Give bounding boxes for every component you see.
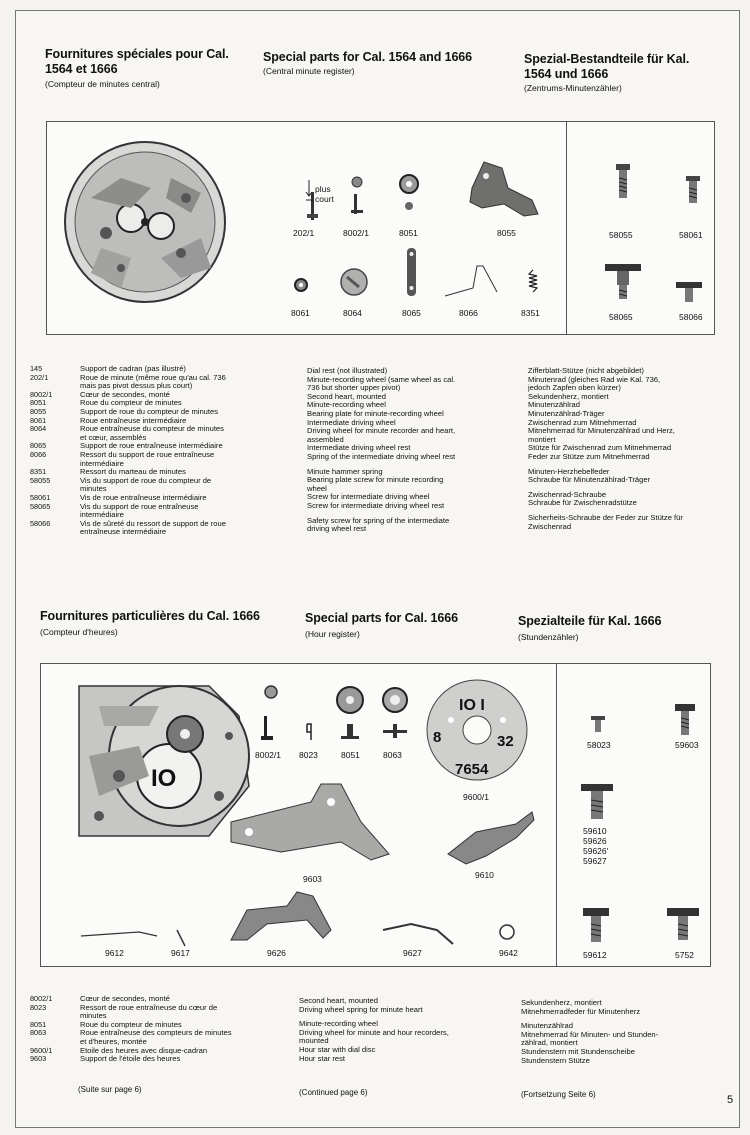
svg-text:IO I: IO I (459, 697, 485, 714)
list-row: 9600/1 Etoile des heures avec disque-cadran (30, 1045, 208, 1055)
list-row: 58065 Vis du support de roue entraîneuse (30, 501, 199, 511)
part-8061-illustration (293, 277, 309, 293)
part-9610-illustration (446, 810, 536, 866)
label-9627: 9627 (403, 948, 422, 958)
part-8066-illustration (443, 260, 499, 300)
page-number: 5 (727, 1094, 734, 1106)
section1-subtitle-de: (Zentrums-Minutenzähler) (524, 83, 622, 93)
list-row: mais pas pivot dessus plus court) (80, 381, 193, 391)
screw-59612-illustration (581, 906, 611, 946)
screw-58023-illustration (589, 714, 607, 734)
list-row: 202/1 Roue de minute (même roue qu'au cal. 736 (30, 372, 226, 382)
part-9627-illustration (381, 920, 457, 946)
continued-note-fr: (Suite sur page 6) (78, 1085, 142, 1094)
svg-text:IO: IO (151, 765, 177, 792)
label-8051: 8051 (399, 228, 418, 238)
label-9612: 9612 (105, 948, 124, 958)
section2-subtitle-de: (Stundenzähler) (518, 632, 579, 642)
list-row: 8065 Support de roue entraîneuse intermédiaire (30, 441, 223, 451)
section1-subtitle-en: (Central minute register) (263, 66, 355, 76)
label-9600-1: 9600/1 (463, 792, 489, 802)
label-8066: 8066 (459, 308, 478, 318)
label-58065: 58065 (609, 312, 633, 322)
list-row: intermédiaire (80, 510, 124, 520)
list-row: 8023 Ressort de roue entraîneuse du cœur de (30, 1002, 218, 1012)
list-row: 58066 Vis de sûreté du ressort de support de roue (30, 518, 226, 528)
list-row: 8051 Roue du compteur de minutes (30, 1019, 182, 1029)
figure-divider (566, 122, 567, 334)
part-8002-1-heart-illustration (263, 684, 279, 700)
part-8065-illustration (404, 246, 420, 300)
label-59626-prime: 59626' (583, 846, 609, 856)
figure-divider-2 (556, 664, 557, 966)
label-58066: 58066 (679, 312, 703, 322)
section2-subtitle-fr: (Compteur d'heures) (40, 627, 118, 637)
part-8051-illustration (397, 174, 421, 214)
label-9617: 9617 (171, 948, 190, 958)
label-58023: 58023 (587, 740, 611, 750)
part-8063-illustration (379, 686, 411, 740)
label-9603: 9603 (303, 874, 322, 884)
label-59627: 59627 (583, 856, 607, 866)
svg-text:7654: 7654 (455, 761, 489, 778)
section2-figure-panel (40, 663, 711, 967)
list-row: 8061 Roue entraîneuse intermédiaire (30, 415, 187, 425)
label-8064: 8064 (343, 308, 362, 318)
part-8351-illustration (527, 268, 539, 296)
section1-fr-list (30, 365, 292, 537)
label-court: court (315, 194, 334, 204)
section2-title-fr: Fournitures particulières du Cal. 1666 (40, 609, 260, 623)
section2-title-de: Spezialteile für Kal. 1666 (518, 614, 662, 628)
screw-58066-illustration (674, 280, 704, 304)
section1-title-fr: Fournitures spéciales pour Cal. 1564 et 1666 (45, 47, 229, 76)
list-row: 8066 Ressort du support de roue entraîneuse (30, 449, 215, 459)
list-row: 8063 Roue entraîneuse des compteurs de minutes (30, 1028, 232, 1038)
section2-de-list: Sekundenherz, montiert Mitnehmerradfeder für Minutenherz Minutenzählrad Mitnehmerrad für Minuten- und Stunden- zählrad, montiert Stundenstern mit Stundenscheibe Stundenstern Stütze (521, 998, 659, 1065)
label-plus: plus (315, 184, 331, 194)
list-row: minutes (80, 1011, 107, 1021)
list-row: 145 Support de cadran (pas illustré) (30, 364, 186, 373)
continued-note-en: (Continued page 6) (299, 1088, 368, 1097)
section1-en-list: Dial rest (not illustrated) Minute-recording wheel (same wheel as cal. 736 but shorter upper pivot) Second heart, mounted Minute-recording wheel Bearing plate for minute-recording wheel Intermediate driving wheel Driving wheel for minute recorder and heart, assembled Intermediate driving wheel rest Spring of the intermediate driving wheel rest Minute hammer spring Bearing plate screw for minute recording wheel Screw for intermediate driving wheel Screw for intermediate driving wheel rest Safety screw for spring of the intermediate driving wheel rest (307, 366, 456, 534)
section1-de-list: Zifferblatt-Stütze (nicht abgebildet) Minutenrad (gleiches Rad wie Kal. 736, jedoch Zapfen oben kürzer) Sekundenherz, montiert Minutenzählrad Minutenzählrad-Träger Zwischenrad zum Mitnehmerrad Mitnehmerrad für Minutenzählrad und Herz, montiert Stütze für Zwischenrad zum Mitnehmerrad Feder zur Stütze zum Mitnehmerrad Minuten-Herzhebelfeder Schraube für Minutenzählrad-Träger Zwischenrad-Schraube Schraube für Zwischenradstütze Sicherheits-Schraube der Feder zur Stütze für Zwischenrad (528, 366, 683, 531)
screw-59610-illustration (577, 782, 617, 822)
list-row: 8002/1 Cœur de secondes, monté (30, 389, 170, 399)
continued-note-de: (Fortsetzung Seite 6) (521, 1090, 596, 1099)
part-8002-1-illustration (259, 714, 275, 744)
part-9642-illustration (497, 922, 517, 942)
list-row: 9603 Support de l'étoile des heures (30, 1054, 181, 1064)
label-59610: 59610 (583, 826, 607, 836)
list-row: 8002/1 Cœur de secondes, monté (30, 994, 170, 1003)
svg-text:8: 8 (433, 729, 442, 746)
list-row: 8351 Ressort du marteau de minutes (30, 467, 186, 477)
label-59612: 59612 (583, 950, 607, 960)
list-row: 8055 Support de roue du compteur de minutes (30, 406, 219, 416)
part-8064-illustration (339, 267, 369, 297)
section2-subtitle-en: (Hour register) (305, 629, 360, 639)
section2-en-list: Second heart, mounted Driving wheel spring for minute heart Minute-recording wheel Driving wheel for minute and hour recorders, mounted Hour star with dial disc Hour star rest (299, 996, 449, 1063)
screw-59603-illustration (673, 702, 697, 738)
section1-subtitle-fr: (Compteur de minutes central) (45, 79, 160, 89)
part-9600-1-hour-disc-illustration (421, 678, 537, 788)
section1-figure-panel (46, 121, 715, 335)
list-row: 8051 Roue du compteur de minutes (30, 398, 182, 408)
part-8002-1-illustration (345, 176, 369, 220)
label-8055: 8055 (497, 228, 516, 238)
part-8055-illustration (462, 158, 542, 222)
label-8002-1: 8002/1 (343, 228, 369, 238)
list-row: 58061 Vis de roue entraîneuse intermédiaire (30, 492, 207, 502)
label-58061: 58061 (679, 230, 703, 240)
screw-58065-illustration (603, 262, 643, 302)
label-8065: 8065 (402, 308, 421, 318)
part-8023-illustration (304, 722, 314, 742)
screw-5752-illustration (665, 906, 701, 944)
section1-title-en: Special parts for Cal. 1564 and 1666 (263, 50, 473, 64)
screw-58061-illustration (683, 174, 703, 206)
part-8051-illustration (333, 686, 367, 742)
list-row: 8064 Roue entraîneuse du compteur de minutes (30, 424, 224, 434)
list-row: intermédiaire (80, 458, 124, 468)
label-9610: 9610 (475, 870, 494, 880)
label-8002-1-2: 8002/1 (255, 750, 281, 760)
label-8061: 8061 (291, 308, 310, 318)
list-row: 58055 Vis du support de roue du compteur de (30, 475, 212, 485)
label-9642: 9642 (499, 948, 518, 958)
part-9617-illustration (173, 928, 189, 948)
label-58055: 58055 (609, 230, 633, 240)
label-8063: 8063 (383, 750, 402, 760)
svg-text:32: 32 (497, 733, 514, 750)
part-9603-illustration (221, 782, 391, 862)
label-59603: 59603 (675, 740, 699, 750)
list-row: minutes (80, 484, 107, 494)
label-8351: 8351 (521, 308, 540, 318)
movement-1564-illustration (61, 138, 231, 308)
list-row: entraîneuse intermédiaire (80, 527, 167, 537)
catalog-page (15, 10, 740, 1128)
section1-title-de: Spezial-Bestandteile für Kal. 1564 und 1666 (524, 52, 690, 81)
screw-58055-illustration (613, 162, 633, 202)
list-row: et d'heures, montée (80, 1036, 147, 1046)
label-9626: 9626 (267, 948, 286, 958)
label-59626: 59626 (583, 836, 607, 846)
label-5752: 5752 (675, 950, 694, 960)
label-8023: 8023 (299, 750, 318, 760)
label-8051-2: 8051 (341, 750, 360, 760)
label-202-1: 202/1 (293, 228, 315, 238)
section2-title-en: Special parts for Cal. 1666 (305, 611, 458, 625)
part-9626-illustration (227, 890, 337, 946)
section2-fr-list (30, 995, 292, 1064)
list-row: et cœur, assemblés (80, 432, 147, 442)
part-9612-illustration (79, 928, 159, 944)
